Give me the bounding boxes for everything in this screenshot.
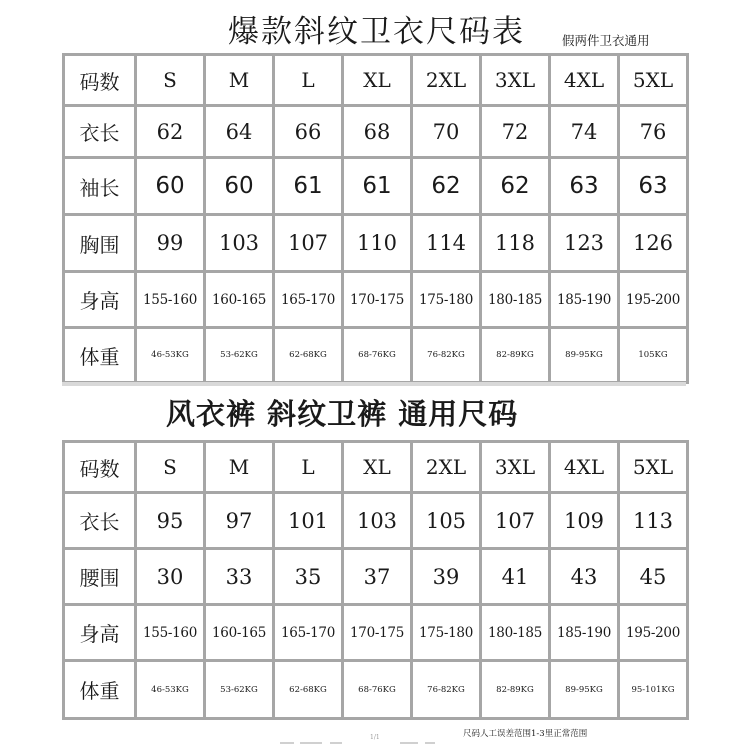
- value-cell: 61: [343, 158, 412, 215]
- value-cell: 180-185: [481, 605, 550, 661]
- value-cell: 53-62KG: [205, 661, 274, 719]
- value-cell: 110: [343, 215, 412, 272]
- size-cell: 4XL: [550, 442, 619, 493]
- value-cell: 62-68KG: [274, 661, 343, 719]
- row-header: 腰围: [64, 549, 136, 605]
- value-cell: 103: [205, 215, 274, 272]
- value-cell: 45: [619, 549, 688, 605]
- value-cell: 107: [274, 215, 343, 272]
- table-row: [64, 442, 688, 493]
- size-cell: XL: [343, 55, 412, 106]
- row-header: 胸围: [64, 215, 136, 272]
- size-cell: S: [136, 55, 205, 106]
- size-cell: 4XL: [550, 55, 619, 106]
- size-cell: 3XL: [481, 442, 550, 493]
- value-cell: 195-200: [619, 605, 688, 661]
- hoodie-size-chart-title: 爆款斜纹卫衣尺码表: [228, 14, 525, 50]
- value-cell: 37: [343, 549, 412, 605]
- value-cell: 72: [481, 106, 550, 158]
- value-cell: 62: [481, 158, 550, 215]
- row-header: 码数: [64, 442, 136, 493]
- value-cell: 63: [550, 158, 619, 215]
- value-cell: 95-101KG: [619, 661, 688, 719]
- table-row: [64, 158, 688, 215]
- value-cell: 114: [412, 215, 481, 272]
- value-cell: 160-165: [205, 605, 274, 661]
- value-cell: 99: [136, 215, 205, 272]
- faint-mark: [425, 742, 435, 744]
- value-cell: 82-89KG: [481, 661, 550, 719]
- table-row: [64, 549, 688, 605]
- row-header: 码数: [64, 55, 136, 106]
- value-cell: 107: [481, 493, 550, 549]
- value-cell: 180-185: [481, 272, 550, 328]
- table-row: [64, 272, 688, 328]
- table-row: [64, 328, 688, 383]
- row-header: 衣长: [64, 106, 136, 158]
- value-cell: 170-175: [343, 272, 412, 328]
- value-cell: 175-180: [412, 272, 481, 328]
- value-cell: 89-95KG: [550, 661, 619, 719]
- value-cell: 41: [481, 549, 550, 605]
- value-cell: 53-62KG: [205, 328, 274, 383]
- value-cell: 123: [550, 215, 619, 272]
- value-cell: 43: [550, 549, 619, 605]
- row-header: 身高: [64, 605, 136, 661]
- measurement-tolerance-note: 尺码人工误差范围1-3里正常范围: [463, 729, 588, 739]
- value-cell: 113: [619, 493, 688, 549]
- table-row: [64, 661, 688, 719]
- size-cell: 2XL: [412, 55, 481, 106]
- faint-mark: [280, 742, 294, 744]
- value-cell: 33: [205, 549, 274, 605]
- row-header: 体重: [64, 661, 136, 719]
- value-cell: 68-76KG: [343, 328, 412, 383]
- value-cell: 126: [619, 215, 688, 272]
- value-cell: 70: [412, 106, 481, 158]
- pants-size-table: [62, 440, 689, 720]
- pants-size-chart-title: 风衣裤 斜纹卫裤 通用尺码: [166, 397, 519, 431]
- size-cell: 3XL: [481, 55, 550, 106]
- value-cell: 76-82KG: [412, 328, 481, 383]
- value-cell: 103: [343, 493, 412, 549]
- value-cell: 195-200: [619, 272, 688, 328]
- row-header: 体重: [64, 328, 136, 383]
- faint-mark: [300, 742, 322, 744]
- value-cell: 165-170: [274, 605, 343, 661]
- size-cell: 5XL: [619, 442, 688, 493]
- value-cell: 95: [136, 493, 205, 549]
- size-cell: 2XL: [412, 442, 481, 493]
- value-cell: 76: [619, 106, 688, 158]
- value-cell: 105: [412, 493, 481, 549]
- value-cell: 97: [205, 493, 274, 549]
- value-cell: 160-165: [205, 272, 274, 328]
- hoodie-size-table: [62, 53, 689, 384]
- value-cell: 155-160: [136, 605, 205, 661]
- size-cell: M: [205, 442, 274, 493]
- value-cell: 76-82KG: [412, 661, 481, 719]
- value-cell: 109: [550, 493, 619, 549]
- value-cell: 68: [343, 106, 412, 158]
- value-cell: 101: [274, 493, 343, 549]
- section-divider: [62, 382, 686, 386]
- table-row: [64, 493, 688, 549]
- value-cell: 39: [412, 549, 481, 605]
- size-cell: S: [136, 442, 205, 493]
- value-cell: 170-175: [343, 605, 412, 661]
- value-cell: 175-180: [412, 605, 481, 661]
- value-cell: 60: [205, 158, 274, 215]
- row-header: 袖长: [64, 158, 136, 215]
- faint-mark: [400, 742, 418, 744]
- value-cell: 46-53KG: [136, 661, 205, 719]
- value-cell: 62-68KG: [274, 328, 343, 383]
- value-cell: 66: [274, 106, 343, 158]
- value-cell: 185-190: [550, 272, 619, 328]
- page-indicator: 1/1: [370, 734, 380, 741]
- table-row: [64, 55, 688, 106]
- value-cell: 62: [412, 158, 481, 215]
- faint-mark: [330, 742, 342, 744]
- value-cell: 155-160: [136, 272, 205, 328]
- value-cell: 63: [619, 158, 688, 215]
- table-row: [64, 106, 688, 158]
- size-cell: 5XL: [619, 55, 688, 106]
- value-cell: 35: [274, 549, 343, 605]
- size-cell: L: [274, 55, 343, 106]
- row-header: 衣长: [64, 493, 136, 549]
- value-cell: 61: [274, 158, 343, 215]
- value-cell: 74: [550, 106, 619, 158]
- value-cell: 60: [136, 158, 205, 215]
- size-cell: L: [274, 442, 343, 493]
- value-cell: 68-76KG: [343, 661, 412, 719]
- value-cell: 118: [481, 215, 550, 272]
- size-cell: M: [205, 55, 274, 106]
- table-row: [64, 605, 688, 661]
- value-cell: 105KG: [619, 328, 688, 383]
- value-cell: 64: [205, 106, 274, 158]
- table-row: [64, 215, 688, 272]
- value-cell: 89-95KG: [550, 328, 619, 383]
- value-cell: 82-89KG: [481, 328, 550, 383]
- size-cell: XL: [343, 442, 412, 493]
- value-cell: 62: [136, 106, 205, 158]
- value-cell: 46-53KG: [136, 328, 205, 383]
- value-cell: 185-190: [550, 605, 619, 661]
- row-header: 身高: [64, 272, 136, 328]
- value-cell: 165-170: [274, 272, 343, 328]
- hoodie-chart-note: 假两件卫衣通用: [562, 33, 650, 48]
- value-cell: 30: [136, 549, 205, 605]
